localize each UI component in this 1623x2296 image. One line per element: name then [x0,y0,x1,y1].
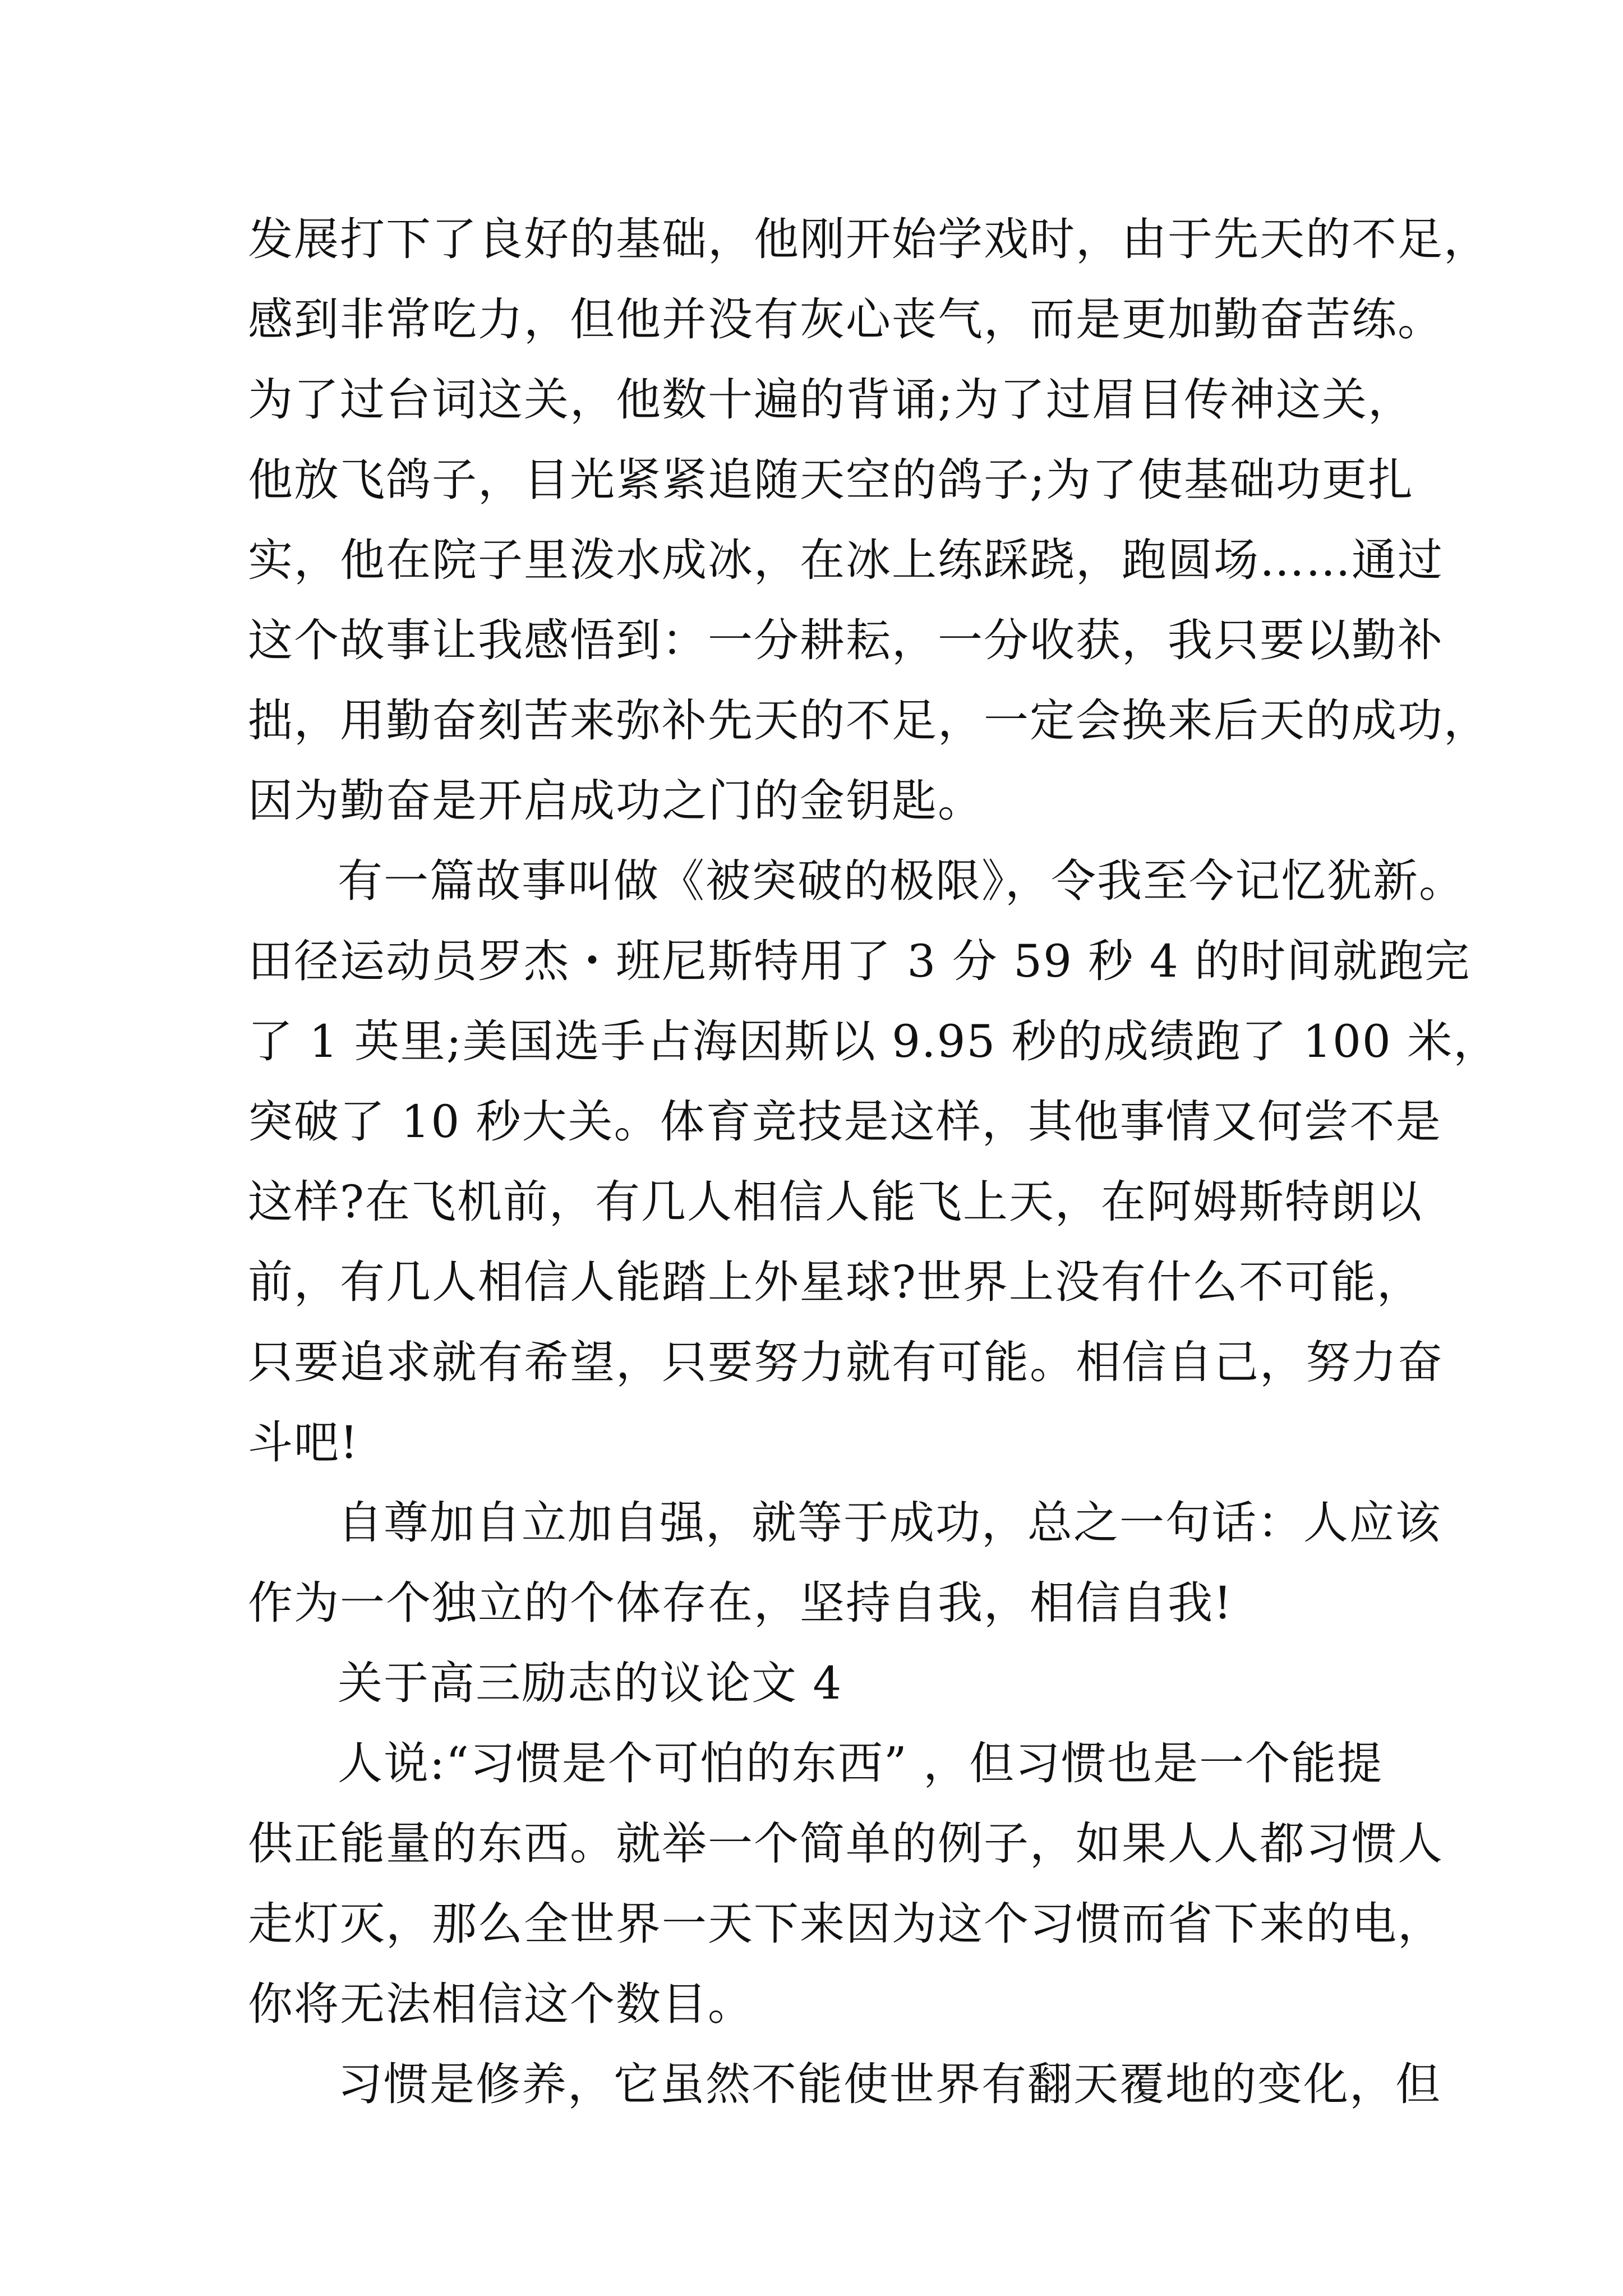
text-line: 拙，用勤奋刻苦来弥补先天的不足，一定会换来后天的成功， [248,694,1490,747]
text-line: 前，有几人相信人能踏上外星球?世界上没有什么不可能， [248,1256,1423,1308]
text-line: 为了过台词这关，他数十遍的背诵;为了过眉目传神这关， [248,374,1414,426]
text-line: 实，他在院子里泼水成冰，在冰上练踩跷，跑圆场……通过 [248,534,1444,586]
text-line: 作为一个独立的个体存在，坚持自我，相信自我! [248,1577,1233,1629]
text-line: 这个故事让我感悟到：一分耕耘，一分收获，我只要以勤补 [248,614,1444,666]
text-line: 他放飞鸽子，目光紧紧追随天空的鸽子;为了使基础功更扎 [248,454,1414,506]
text-line: 自尊加自立加自强，就等于成功，总之一句话：人应该 [338,1497,1441,1549]
text-line: 斗吧! [248,1416,359,1469]
text-line: 这样?在飞机前，有几人相信人能飞上天，在阿姆斯特朗以 [248,1176,1423,1228]
text-line: 只要追求就有希望，只要努力就有可能。相信自己，努力奋 [248,1336,1444,1388]
text-line: 田径运动员罗杰・班尼斯特用了 3 分 59 秒 4 的时间就跑完 [248,935,1471,987]
text-line: 人说:“习惯是个可怕的东西” ，但习惯也是一个能提 [338,1737,1384,1789]
text-line: 你将无法相信这个数目。 [248,1978,754,2030]
text-line: 突破了 10 秒大关。体育竞技是这样，其他事情又何尝不是 [248,1096,1442,1148]
text-line: 感到非常吃力，但他并没有灰心丧气，而是更加勤奋苦练。 [248,293,1444,346]
document-body [248,199,1500,2124]
text-line: 供正能量的东西。就举一个简单的例子，如果人人都习惯人 [248,1818,1444,1870]
text-line: 了 1 英里;美国选手占海因斯以 9.95 秒的成绩跑了 100 米， [248,1015,1500,1068]
text-line: 有一篇故事叫做《被突破的极限》，令我至今记忆犹新。 [338,855,1465,907]
text-line: 走灯灭，那么全世界一天下来因为这个习惯而省下来的电， [248,1898,1444,1950]
text-line: 发展打下了良好的基础，他刚开始学戏时，由于先天的不足， [248,213,1490,265]
text-line: 习惯是修养，它虽然不能使世界有翻天覆地的变化，但 [338,2058,1441,2110]
text-line: 关于高三励志的议论文 4 [338,1657,843,1709]
text-line: 因为勤奋是开启成功之门的金钥匙。 [248,775,984,827]
